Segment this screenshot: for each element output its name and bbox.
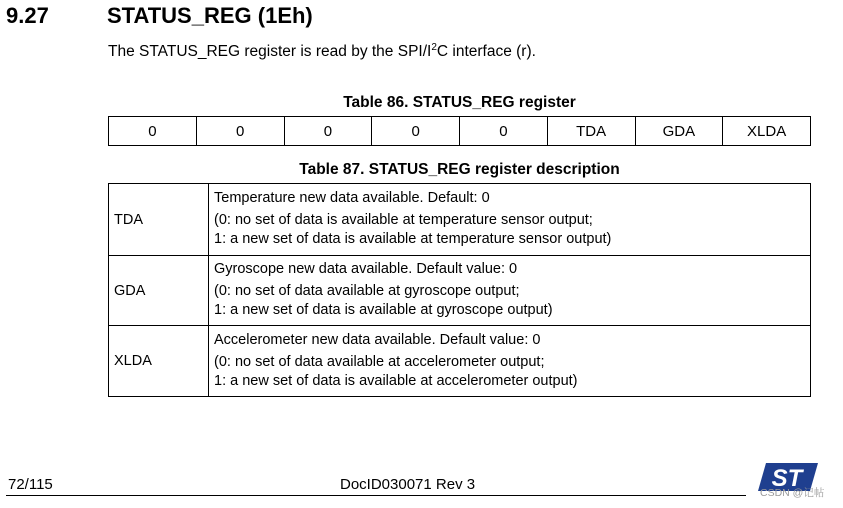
field-name: GDA [109,256,209,326]
register-table-caption: Table 86. STATUS_REG register [343,94,576,111]
register-bit-6: 0 [196,117,284,146]
description-line: 1: a new set of data is available at temperature sensor output) [214,231,612,247]
intro-superscript: 2 [431,41,437,53]
section-title: STATUS_REG (1Eh) [107,3,313,28]
watermark: CSDN @记帖 [760,487,825,499]
description-line: (0: no set of data available at gyroscope output; [214,283,520,299]
register-bit-5: 0 [284,117,372,146]
description-line: (0: no set of data available at accelerometer output; [214,353,545,370]
register-bit-4: 0 [372,117,460,146]
description-line: Temperature new data available. Default: 0 [214,190,490,206]
register-table [108,116,811,146]
field-description [209,184,811,256]
field-name: XLDA [109,326,209,397]
register-bit-0: XLDA [723,117,811,146]
description-line: Accelerometer new data available. Default value: 0 [214,331,541,348]
description-line: Gyroscope new data available. Default value: 0 [214,261,518,277]
field-name: TDA [109,184,209,256]
page-number: 72/115 [8,476,53,493]
intro-text-after: C interface (r). [436,43,536,60]
description-line: 1: a new set of data is available at gyroscope output) [214,302,553,318]
register-bit-3: 0 [460,117,548,146]
section-number: 9.27 [6,3,49,28]
intro-paragraph [108,43,536,61]
table-row [109,184,811,256]
register-bit-1: GDA [635,117,723,146]
description-table [108,183,811,397]
st-logo-text: ST [771,465,803,492]
description-table-caption: Table 87. STATUS_REG register description [299,161,620,178]
field-description [209,326,811,397]
intro-text-before: The STATUS_REG register is read by the SPI/I [108,43,432,60]
table-row [109,256,811,326]
document-id: DocID030071 Rev 3 [340,476,476,493]
description-line: (0: no set of data is available at temperature sensor output; [214,212,593,228]
footer-divider [6,495,746,496]
register-bit-2: TDA [547,117,635,146]
description-line: 1: a new set of data is available at accelerometer output) [214,372,578,389]
table-row [109,326,811,397]
register-bits-row [109,117,811,146]
register-bit-7: 0 [109,117,197,146]
field-description [209,256,811,326]
